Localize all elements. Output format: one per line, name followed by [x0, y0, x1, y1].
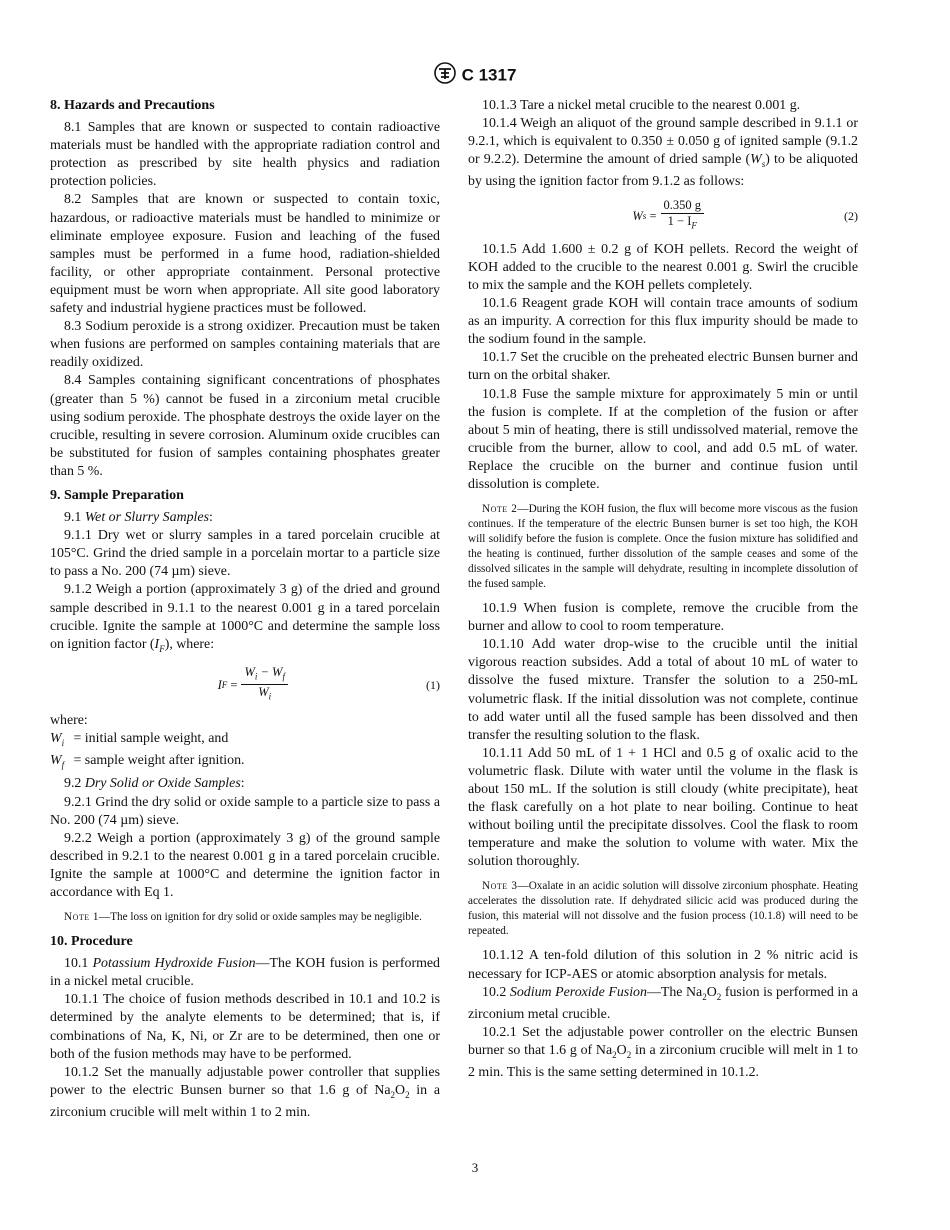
- right-column: [468, 97, 858, 1082]
- para-10-1: 10.1 Potassium Hydroxide Fusion—The KOH fusion is performed in a nickel metal crucible.: [50, 956, 440, 990]
- page-header: [0, 62, 950, 89]
- note-1: Note 1—The loss on ignition for dry solid or oxide samples may be negligible.: [64, 911, 422, 924]
- para-10-1-5: 10.1.5 Add 1.600 ± 0.2 g of KOH pellets. Record the weight of KOH added to the crucible to the nearest 0.001 g. Swirl the crucible to mix the sample and the KOH pellets completely.: [468, 241, 858, 293]
- para-10-1-6: 10.1.6 Reagent grade KOH will contain trace amounts of sodium as an impurity. A correction for this flux impurity should be made to the sodium found in the sample.: [468, 296, 858, 348]
- para-10-1-8: 10.1.8 Fuse the sample mixture for approximately 5 min or until the fusion is complete. If at the completion of the fusion or after about 5 min of heating, there is still undissolved material, remove the crucible from the burner, allow to cool, and add 0.5 mL of water. Replace the crucible on the burner and continue fusion until dissolution is complete.: [468, 386, 858, 492]
- para-10-1-12: 10.1.12 A ten-fold dilution of this solution in 2 % nitric acid is necessary for ICP-AES or atomic absorption analysis for metals.: [468, 948, 858, 982]
- para-10-2-1: 10.2.1 Set the adjustable power controller on the electric Bunsen burner so that 1.6 g of $Na_2O_2$ in a zirconium crucible will melt in 1 to 2 min. This is the same setting determined in 10.1.2.: [468, 1024, 858, 1080]
- para-10-1-10: 10.1.10 Add water drop-wise to the crucible until the initial vigorous reaction subsides. Add a total of about 10 mL of water to dissolve the fused mixture. Transfer the solution to a 250-mL volumetric flask. If the initial dissolution was not complete, continue to add water until all the fused sample has been dissolved and then transfer the resulting solution to the flask.: [468, 637, 858, 743]
- astm-logo-icon: [434, 62, 456, 89]
- para-9-1-1: 9.1.1 Dry wet or slurry samples in a tared porcelain crucible at 105°C. Grind the dried sample in a porcelain mortar to a particle size to pass a No. 200 (74 µm) sieve.: [50, 528, 440, 580]
- equation-2: W s = $\frac{0.350 g}{1 - I_F}$ (2): [632, 198, 858, 231]
- para-8-3: 8.3 Sodium peroxide is a strong oxidizer. Precaution must be taken when fusions are performed on samples containing materials that are readily oxidized.: [50, 319, 440, 371]
- left-column: [50, 97, 440, 1122]
- para-10-1-3: 10.1.3 Tare a nickel metal crucible to the nearest 0.001 g.: [482, 98, 801, 113]
- section-10-title: 10. Procedure: [50, 934, 133, 950]
- para-8-1: 8.1 Samples that are known or suspected to contain radioactive materials must be handled with the appropriate radiation control and protection as prescribed by site health physics and radiation protection policies.: [50, 120, 440, 190]
- para-9-2-1: 9.2.1 Grind the dry solid or oxide sample to a particle size to pass a No. 200 (74 µm) sieve.: [50, 794, 440, 828]
- para-9-2-2: 9.2.2 Weigh a portion (approximately 3 g) of the ground sample described in 9.2.1 to the nearest 0.001 g in a tared porcelain crucible. Ignite the sample at 1000°C and determine the ignition factor in accordance with Eq 1.: [50, 830, 440, 900]
- para-10-1-9: 10.1.9 When fusion is complete, remove the crucible from the burner and allow to cool to room temperature.: [468, 601, 858, 635]
- para-10-1-7: 10.1.7 Set the crucible on the preheated electric Bunsen burner and turn on the orbital shaker.: [468, 350, 858, 384]
- page-number: 3: [471, 1160, 479, 1175]
- equation-1: I F = $\frac{W_i - W_f}{W_i}$ (1): [217, 664, 440, 702]
- standard-number: C 1317: [461, 65, 517, 85]
- section-8-title: 8. Hazards and Precautions: [50, 98, 215, 113]
- definitions: where: $W_i$ = initial sample weight, and $W_f$ = sample weight after ignition.: [50, 712, 245, 770]
- para-9-2: 9.2 Dry Solid or Oxide Samples:: [64, 776, 245, 792]
- para-10-1-2: 10.1.2 Set the manually adjustable power controller that supplies power to the electric Bunsen burner so that 1.6 g of $Na_2O_2$ in a zirconium crucible will melt within 1 to 2 min.: [50, 1064, 441, 1120]
- para-10-1-1: 10.1.1 The choice of fusion methods described in 10.1 and 10.2 is determined by the analyte elements to be determined; that is, if combinations of Na, K, Ni, or Zr are to be determined, then one or both of the fusion methods may have to be performed.: [50, 992, 440, 1062]
- section-9-title: 9. Sample Preparation: [50, 487, 184, 503]
- note-2: Note 2—During the KOH fusion, the flux will become more viscous as the fusion continues. If the temperature of the electric Bunsen burner is set too high, the KOH will solidify before the fusion is complete. Once the fusion mixture has solidified and the heating is continued, further dissolution of the sample ceases and some of the dissolved silicates in the sample will dehydrate, resulting in incomplete dissolution of the fused sample.: [468, 503, 858, 591]
- note-3: Note 3—Oxalate in an acidic solution will dissolve zirconium phosphate. Heating accelerates the dissolution rate. If dehydrated silicic acid was produced during the fusion, this material will not dissolve and the fusion process (10.1.8) will need to be repeated.: [468, 880, 859, 938]
- para-10-1-11: 10.1.11 Add 50 mL of 1 + 1 HCl and 0.5 g of oxalic acid to the volumetric flask. Dilute with water until the volume in the flask is about 150 mL. If the solution is still cloudy (white precipitate), heat the flask carefully on a hot plate to near boiling. Continue to heat without boiling until the precipitate dissolves. Cool the flask to room temperature and make the solution to volume with water. Mix the solution thoroughly.: [468, 745, 858, 870]
- para-10-2: 10.2 Sodium Peroxide Fusion—The $Na_2O_2$ fusion is performed in a zirconium metal crucible.: [468, 984, 858, 1022]
- para-8-2: 8.2 Samples that are known or suspected to contain toxic, hazardous, or radioactive materials must be handled to minimize or eliminate employee exposure. Fusion and leaching of the fused samples must be performed in a fume hood, radiation-shielded facility, or other appropriate containment. Personal protective equipment must be worn when appropriate. All site good laboratory safety and industrial hygiene practices must be followed.: [50, 192, 440, 317]
- para-9-1-2: 9.1.2 Weigh a portion (approximately 3 g) of the dried and ground sample described in 9.1.1 to the nearest 0.001 g in a tared porcelain crucible. Ignite the sample at 1000°C and determine the sample loss on ignition factor $(I_F)$, where:: [50, 582, 440, 654]
- para-8-4: 8.4 Samples containing significant concentrations of phosphates (greater than 5 %) cannot be fused in a zirconium metal crucible using sodium peroxide. The phosphate destroys the oxide layer on the crucible, resulting in severe corrosion. Aluminum oxide crucibles can be substituted for fusion of samples containing phosphates greater than 5 %.: [50, 373, 440, 479]
- para-9-1: 9.1 Wet or Slurry Samples:: [64, 510, 213, 526]
- para-10-1-4: 10.1.4 Weigh an aliquot of the ground sample described in 9.1.1 or 9.2.1, which is equivalent to 0.350 ± 0.050 g of ignited sample (9.1.2 or 9.2.2). Determine the amount of dried sample $(W_s)$ to be aliquoted by using the ignition factor from 9.1.2 as follows:: [468, 116, 858, 190]
